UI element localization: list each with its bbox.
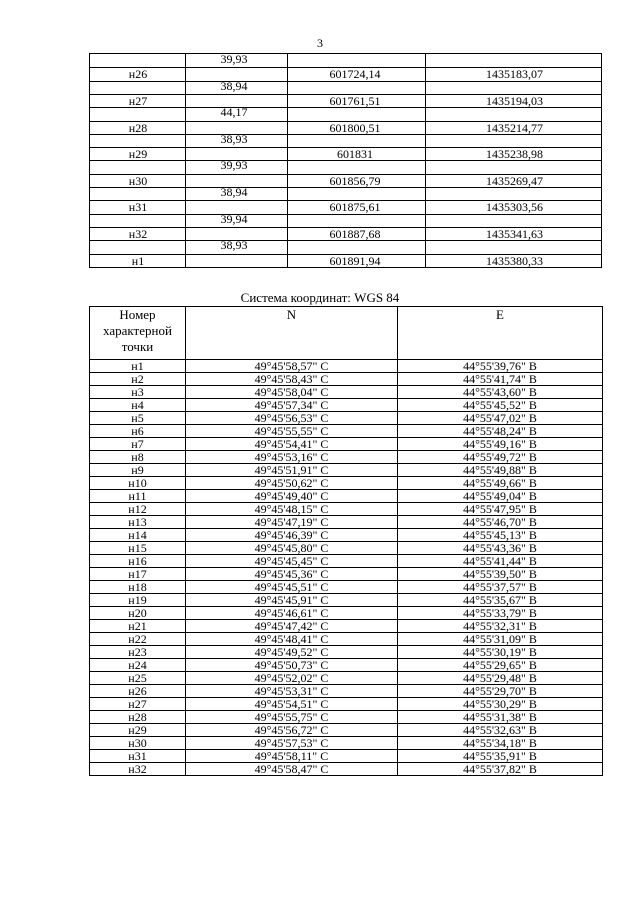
latitude-cell: 49°45'58,47" С [186, 763, 398, 776]
table-row [90, 607, 603, 620]
point-number-cell: н5 [90, 412, 186, 425]
y-coordinate-cell: 1435194,03 [486, 94, 543, 108]
latitude-cell: 49°45'53,16" С [186, 451, 398, 464]
point-number-cell: н20 [90, 607, 186, 620]
table-row [90, 464, 603, 477]
point-number-cell: н29 [128, 147, 148, 161]
header-n: N [186, 307, 398, 360]
x-coordinate-cell: 601831 [337, 147, 373, 161]
latitude-cell: 49°45'48,41" С [186, 633, 398, 646]
point-number-cell: н26 [90, 685, 186, 698]
point-number-cell: н1 [90, 360, 186, 373]
point-number-cell: н31 [90, 750, 186, 763]
longitude-cell: 44°55'41,44" В [398, 555, 603, 568]
latitude-cell: 49°45'58,11" С [186, 750, 398, 763]
latitude-cell: 49°45'46,61" С [186, 607, 398, 620]
point-number-cell: н30 [128, 174, 148, 188]
point-number-cell: н14 [90, 529, 186, 542]
y-coordinate-cell: 1435183,07 [486, 67, 543, 81]
table-row [90, 633, 603, 646]
latitude-cell: 49°45'57,53" С [186, 737, 398, 750]
point-number-cell: н18 [90, 581, 186, 594]
distance-cell: 38,93 [220, 132, 248, 146]
point-number-cell: н30 [90, 737, 186, 750]
point-number-cell: н19 [90, 594, 186, 607]
latitude-cell: 49°45'55,55" С [186, 425, 398, 438]
point-number-cell: н17 [90, 568, 186, 581]
distance-cell: 39,94 [220, 212, 248, 226]
latitude-cell: 49°45'48,15" С [186, 503, 398, 516]
table-row [90, 542, 603, 555]
table-row [90, 737, 603, 750]
table-row [90, 594, 603, 607]
longitude-cell: 44°55'29,70" В [398, 685, 603, 698]
latitude-cell: 49°45'57,34" С [186, 399, 398, 412]
latitude-cell: 49°45'45,91" С [186, 594, 398, 607]
point-number-cell: н9 [90, 464, 186, 477]
table-row [90, 386, 603, 399]
table-row [90, 516, 603, 529]
latitude-cell: 49°45'45,45" С [186, 555, 398, 568]
point-number-cell: н22 [90, 633, 186, 646]
point-number-cell: н16 [90, 555, 186, 568]
latitude-cell: 49°45'49,40" С [186, 490, 398, 503]
row-divider [90, 134, 601, 135]
longitude-cell: 44°55'30,29" В [398, 698, 603, 711]
table-row [90, 659, 603, 672]
longitude-cell: 44°55'47,02" В [398, 412, 603, 425]
table-row [90, 763, 603, 776]
table-row [90, 412, 603, 425]
plane-coordinates-table [89, 53, 602, 268]
x-coordinate-cell: 601761,51 [329, 94, 381, 108]
table-row [90, 568, 603, 581]
longitude-cell: 44°55'37,57" В [398, 581, 603, 594]
point-number-cell: н26 [128, 67, 148, 81]
header-e: E [398, 307, 603, 360]
x-coordinate-cell: 601800,51 [329, 121, 381, 135]
point-number-cell: н32 [90, 763, 186, 776]
y-coordinate-cell: 1435380,33 [486, 254, 543, 268]
distance-cell: 44,17 [220, 105, 248, 119]
row-divider [90, 240, 601, 241]
longitude-cell: 44°55'35,91" В [398, 750, 603, 763]
latitude-cell: 49°45'54,41" С [186, 438, 398, 451]
point-number-cell: н10 [90, 477, 186, 490]
point-number-cell: н25 [90, 672, 186, 685]
point-number-cell: н27 [128, 94, 148, 108]
table-row [90, 672, 603, 685]
latitude-cell: 49°45'52,02" С [186, 672, 398, 685]
y-coordinate-cell: 1435238,98 [486, 147, 543, 161]
point-number-cell: н31 [128, 200, 148, 214]
distance-cell: 39,93 [220, 52, 248, 66]
table-row [90, 555, 603, 568]
point-number-cell: н6 [90, 425, 186, 438]
table-row [90, 698, 603, 711]
point-number-cell: н8 [90, 451, 186, 464]
longitude-cell: 44°55'49,16" В [398, 438, 603, 451]
latitude-cell: 49°45'56,72" С [186, 724, 398, 737]
longitude-cell: 44°55'46,70" В [398, 516, 603, 529]
table-row [90, 490, 603, 503]
point-number-cell: н27 [90, 698, 186, 711]
longitude-cell: 44°55'41,74" В [398, 373, 603, 386]
longitude-cell: 44°55'49,66" В [398, 477, 603, 490]
longitude-cell: 44°55'39,50" В [398, 568, 603, 581]
longitude-cell: 44°55'29,48" В [398, 672, 603, 685]
table-row [90, 399, 603, 412]
longitude-cell: 44°55'43,36" В [398, 542, 603, 555]
longitude-cell: 44°55'32,31" В [398, 620, 603, 633]
table-header-row [90, 307, 603, 360]
table-row [90, 360, 603, 373]
y-coordinate-cell: 1435341,63 [486, 227, 543, 241]
latitude-cell: 49°45'51,91" С [186, 464, 398, 477]
point-number-cell: н28 [128, 121, 148, 135]
point-number-cell: н4 [90, 399, 186, 412]
latitude-cell: 49°45'50,62" С [186, 477, 398, 490]
x-coordinate-cell: 601856,79 [329, 174, 381, 188]
x-coordinate-cell: 601724,14 [329, 67, 381, 81]
longitude-cell: 44°55'48,24" В [398, 425, 603, 438]
table-row [90, 685, 603, 698]
longitude-cell: 44°55'39,76" В [398, 360, 603, 373]
longitude-cell: 44°55'37,82" В [398, 763, 603, 776]
point-number-cell: н15 [90, 542, 186, 555]
table-row [90, 438, 603, 451]
point-number-cell: н21 [90, 620, 186, 633]
point-number-cell: н29 [90, 724, 186, 737]
table-row [90, 477, 603, 490]
latitude-cell: 49°45'49,52" С [186, 646, 398, 659]
latitude-cell: 49°45'46,39" С [186, 529, 398, 542]
table-row [90, 373, 603, 386]
longitude-cell: 44°55'34,18" В [398, 737, 603, 750]
table-row [90, 503, 603, 516]
point-number-cell: н3 [90, 386, 186, 399]
distance-cell: 39,93 [220, 158, 248, 172]
table-row [90, 425, 603, 438]
latitude-cell: 49°45'55,75" С [186, 711, 398, 724]
latitude-cell: 49°45'45,36" С [186, 568, 398, 581]
x-coordinate-cell: 601875,61 [329, 200, 381, 214]
latitude-cell: 49°45'56,53" С [186, 412, 398, 425]
table-row [90, 581, 603, 594]
x-coordinate-cell: 601891,94 [329, 254, 381, 268]
distance-cell: 38,94 [220, 79, 248, 93]
coordinate-system-caption: Система координат: WGS 84 [240, 290, 400, 305]
point-number-cell: н32 [128, 227, 148, 241]
header-point-number: Номер характерной точки [90, 307, 186, 360]
latitude-cell: 49°45'47,19" С [186, 516, 398, 529]
latitude-cell: 49°45'58,43" С [186, 373, 398, 386]
longitude-cell: 44°55'32,63" В [398, 724, 603, 737]
point-number-cell: н24 [90, 659, 186, 672]
longitude-cell: 44°55'49,04" В [398, 490, 603, 503]
point-number-cell: н12 [90, 503, 186, 516]
y-coordinate-cell: 1435269,47 [486, 174, 543, 188]
latitude-cell: 49°45'54,51" С [186, 698, 398, 711]
row-divider [90, 81, 601, 82]
longitude-cell: 44°55'31,09" В [398, 633, 603, 646]
latitude-cell: 49°45'58,57" С [186, 360, 398, 373]
table-row [90, 529, 603, 542]
row-divider [90, 187, 601, 188]
longitude-cell: 44°55'35,67" В [398, 594, 603, 607]
point-number-cell: н13 [90, 516, 186, 529]
longitude-cell: 44°55'45,52" В [398, 399, 603, 412]
table-row [90, 750, 603, 763]
y-coordinate-cell: 1435214,77 [486, 121, 543, 135]
longitude-cell: 44°55'33,79" В [398, 607, 603, 620]
latitude-cell: 49°45'45,80" С [186, 542, 398, 555]
longitude-cell: 44°55'43,60" В [398, 386, 603, 399]
latitude-cell: 49°45'50,73" С [186, 659, 398, 672]
row-divider [90, 107, 601, 108]
distance-cell: 38,94 [220, 185, 248, 199]
page-number: 3 [317, 36, 323, 50]
longitude-cell: 44°55'47,95" В [398, 503, 603, 516]
latitude-cell: 49°45'58,04" С [186, 386, 398, 399]
longitude-cell: 44°55'30,19" В [398, 646, 603, 659]
table-row [90, 724, 603, 737]
table-row [90, 451, 603, 464]
longitude-cell: 44°55'49,72" В [398, 451, 603, 464]
point-number-cell: н1 [131, 254, 145, 268]
latitude-cell: 49°45'45,51" С [186, 581, 398, 594]
table-row [90, 711, 603, 724]
x-coordinate-cell: 601887,68 [329, 227, 381, 241]
row-divider [90, 160, 601, 161]
longitude-cell: 44°55'31,38" В [398, 711, 603, 724]
table-row [90, 646, 603, 659]
row-divider [90, 214, 601, 215]
longitude-cell: 44°55'45,13" В [398, 529, 603, 542]
longitude-cell: 44°55'49,88" В [398, 464, 603, 477]
point-number-cell: н11 [90, 490, 186, 503]
latitude-cell: 49°45'47,42" С [186, 620, 398, 633]
table-row [90, 620, 603, 633]
point-number-cell: н23 [90, 646, 186, 659]
wgs84-coordinates-table [89, 306, 603, 776]
point-number-cell: н7 [90, 438, 186, 451]
latitude-cell: 49°45'53,31" С [186, 685, 398, 698]
y-coordinate-cell: 1435303,56 [486, 200, 543, 214]
point-number-cell: н28 [90, 711, 186, 724]
point-number-cell: н2 [90, 373, 186, 386]
longitude-cell: 44°55'29,65" В [398, 659, 603, 672]
distance-cell: 38,93 [220, 238, 248, 252]
